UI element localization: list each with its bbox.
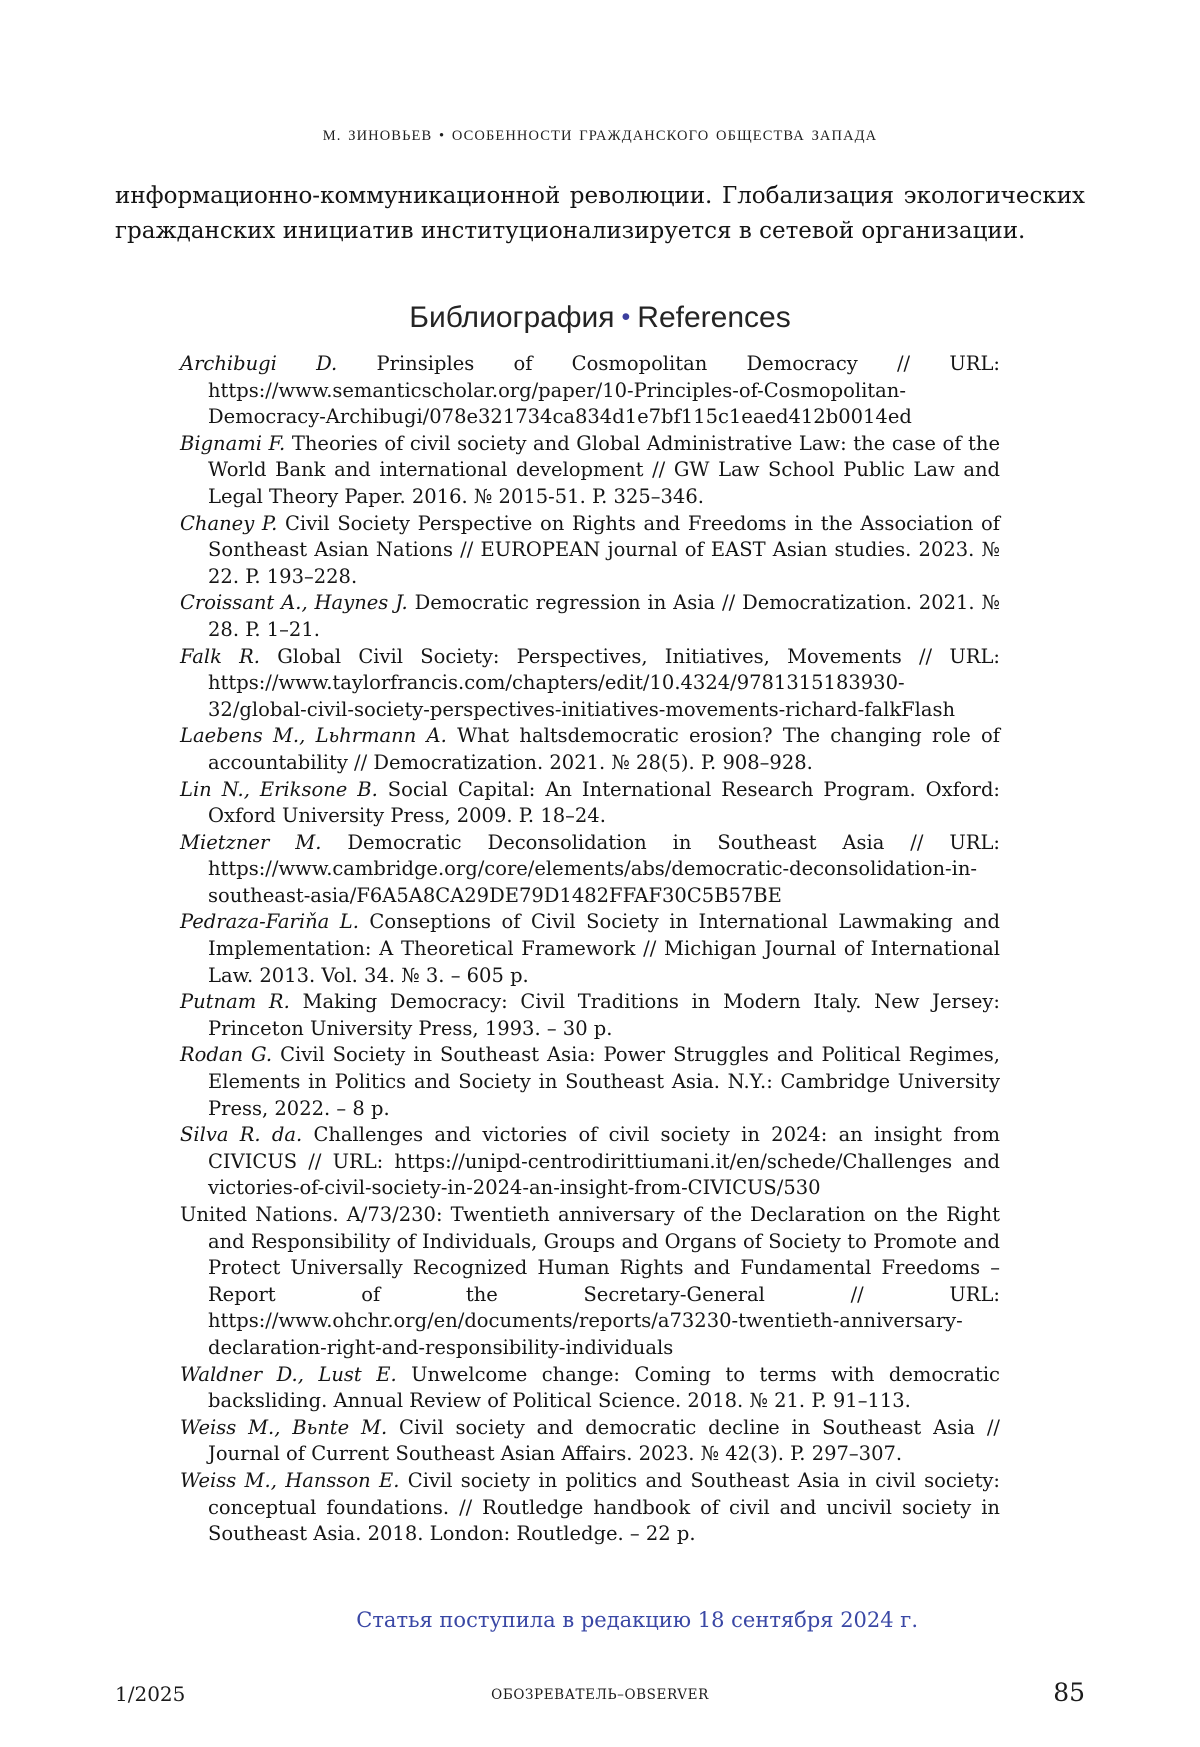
reference-text: Civil society and democratic decline in Southeast Asia // Journal of Current Southeast Asian Affairs. 2023. № 42(3). P. 297–307. <box>208 1415 1001 1466</box>
journal-name: ОБОЗРЕВАТЕЛЬ–OBSERVER <box>491 1686 709 1703</box>
reference-authors: Bignami F. <box>180 431 286 455</box>
reference-item <box>180 1122 1000 1202</box>
reference-text: Democratic regression in Asia // Democratization. 2021. № 28. P. 1–21. <box>208 591 1000 641</box>
running-head: М. ЗИНОВЬЕВ • ОСОБЕННОСТИ ГРАЖДАНСКОГО ОБЩЕСТВА ЗАПАДА <box>322 128 878 144</box>
reference-text: Conseptions of Civil Society in International Lawmaking and Implementation: A Theoretical Framework // Michigan Journal of International Law. 2013. Vol. 34. № 3. – 605 p. <box>208 910 1000 987</box>
heading-bullet-icon: • <box>621 303 631 331</box>
reference-item <box>180 644 1000 724</box>
reference-item <box>180 351 1000 431</box>
intro-paragraph: информационно-коммуникационной революции. Глобализация экологических гражданских инициатив институционализируется в сетевой организации. <box>115 183 1085 244</box>
reference-authors: Putnam R. <box>180 990 290 1014</box>
reference-authors: Mietzner M. <box>180 830 322 854</box>
reference-item <box>180 777 1000 830</box>
reference-text: Theories of civil society and Global Administrative Law: the case of the World Bank and international development // GW Law School Public Law and Legal Theory Paper. 2016. № 2015-51. P. 325–346. <box>208 431 1000 508</box>
reference-item <box>180 511 1000 591</box>
page-footer <box>115 1678 1085 1707</box>
received-note: Статья поступила в редакцию 18 сентября 2024 г. <box>356 1607 918 1632</box>
reference-authors: Archibugi D. <box>180 352 338 375</box>
reference-item <box>180 1362 1000 1415</box>
reference-item <box>180 989 1000 1042</box>
reference-text: Social Capital: An International Research Program. Oxford: Oxford University Press, 2009. P. 18–24. <box>208 777 1000 828</box>
references-list <box>180 351 1000 1548</box>
reference-text: Challenges and victories of civil society in 2024: an insight from CIVICUS // URL: https://unipd-centrodirittiumani.it/en/schede/Challenges and victories-of-civil-society-in-2024-an-insight-from-CIVICUS/530 <box>208 1123 1000 1200</box>
reference-text: Making Democracy: Civil Traditions in Modern Italy. New Jersey: Princeton University Press, 1993. – 30 p. <box>208 990 1000 1040</box>
reference-text: Global Civil Society: Perspectives, Initiatives, Movements // URL: https://www.taylorfrancis.com/chapters/edit/10.4324/9781315183930-32/global-civil-society-perspectives-initiatives-movements-richard-falkFlash <box>208 644 1000 721</box>
reference-authors: Pedraza-Fariňa L. <box>180 910 359 934</box>
reference-item <box>180 1468 1000 1548</box>
reference-item <box>180 431 1000 511</box>
reference-text: What haltsdemocratic erosion? The changing role of accountability // Democratization. 2021. № 28(5). P. 908–928. <box>208 724 1000 774</box>
reference-authors: Laebens M., Lьhrmann A. <box>180 724 447 748</box>
reference-item <box>180 1042 1000 1122</box>
issue-number: 1/2025 <box>115 1681 186 1706</box>
reference-item <box>180 1415 1000 1468</box>
bibliography-heading-ru: Библиография <box>409 301 615 334</box>
reference-item <box>180 590 1000 643</box>
reference-text: Unwelcome change: Coming to terms with democratic backsliding. Annual Review of Political Science. 2018. № 21. P. 91–113. <box>208 1362 1000 1413</box>
reference-authors: Weiss M., Hansson E. <box>180 1468 400 1492</box>
reference-authors: Chaney P. <box>180 511 278 535</box>
reference-item <box>180 723 1000 776</box>
reference-item <box>180 909 1000 989</box>
reference-authors: Rodan G. <box>180 1043 273 1067</box>
reference-text: Civil Society Perspective on Rights and Freedoms in the Association of Sontheast Asian Nations // EUROPEAN journal of EAST Asian studies. 2023. № 22. P. 193–228. <box>208 511 1000 588</box>
reference-text: Civil society in politics and Southeast Asia in civil society: conceptual foundations. // Routledge handbook of civil and uncivil society in Southeast Asia. 2018. London: Routledge. – 22 p. <box>208 1468 1001 1546</box>
reference-authors: Croissant A., Haynes J. <box>180 591 408 615</box>
reference-text: Democratic Deconsolidation in Southeast Asia // URL: https://www.cambridge.org/core/elements/abs/democratic-deconsolidation-in-southeast-asia/F6A5A8CA29DE79D1482FFAF30C5B57BE <box>208 830 1000 907</box>
reference-text: Civil Society in Southeast Asia: Power Struggles and Political Regimes, Elements in Politics and Society in Southeast Asia. N.Y.: Cambridge University Press, 2022. – 8 p. <box>208 1043 1000 1120</box>
page-number: 85 <box>1053 1677 1085 1707</box>
reference-item <box>180 1202 1000 1362</box>
reference-authors: Waldner D., Lust E. <box>180 1362 397 1386</box>
reference-authors: Lin N., Eriksone B. <box>180 777 378 801</box>
reference-text: Prinsiples of Cosmopolitan Democracy // URL: https://www.semanticscholar.org/paper/10-Principles-of-Cosmopolitan-Democracy-Archibugi/078e321734ca834d1e7bf115c1eaed412b0014ed <box>208 352 1001 429</box>
bibliography-heading-en: References <box>637 301 791 334</box>
reference-item <box>180 830 1000 910</box>
reference-authors: Falk R. <box>180 644 260 668</box>
reference-authors: Weiss M., Bьnte M. <box>180 1415 388 1439</box>
bibliography-heading <box>115 301 1085 335</box>
reference-text: United Nations. A/73/230: Twentieth anniversary of the Declaration on the Right and Responsibility of Individuals, Groups and Organs of Society to Promote and Protect Universally Recognized Human Rights and Fundamental Freedoms – Report of the Secretary-General // URL: https://www.ohchr.org/en/documents/reports/a73230-twentieth-anniversary-declaration-right-and-responsibility-individuals <box>180 1203 1000 1359</box>
reference-authors: Silva R. da. <box>180 1123 303 1147</box>
